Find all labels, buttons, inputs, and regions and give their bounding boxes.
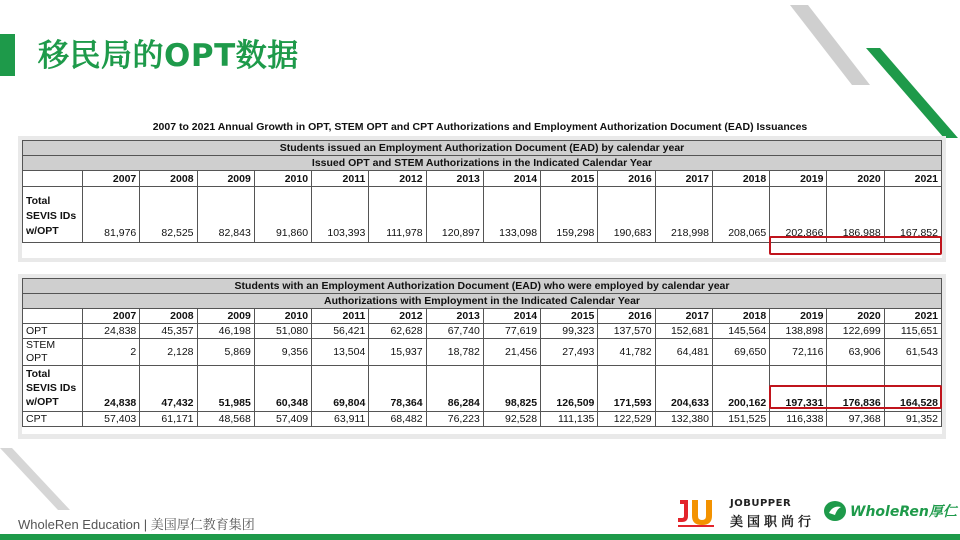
ead-employed-table-block [22, 278, 942, 434]
year-header-cell: 2017 [655, 171, 712, 187]
table-2-cpt-row [23, 412, 942, 427]
decorative-stripes-top-right [780, 0, 960, 140]
value-cell: 62,628 [369, 324, 426, 339]
value-cell: 82,525 [140, 187, 197, 243]
value-cell: 116,338 [770, 412, 827, 427]
year-header-cell: 2014 [483, 171, 540, 187]
table-1-corner-cell [23, 171, 83, 187]
jobupper-logo [730, 498, 815, 530]
page-title: 移民局的OPT数据 [38, 38, 299, 74]
year-header-cell: 2008 [140, 171, 197, 187]
value-cell: 81,976 [83, 187, 140, 243]
year-header-cell: 2020 [827, 171, 884, 187]
value-cell: 45,357 [140, 324, 197, 339]
row-label-line: SEVIS IDs [26, 382, 77, 394]
value-cell: 103,393 [312, 187, 369, 243]
year-header-cell: 2007 [83, 171, 140, 187]
jobupper-logo-cn: 美国职尚行 [730, 514, 816, 529]
value-cell: 64,481 [655, 339, 712, 366]
row-label-line: w/OPT [26, 225, 59, 237]
jobupper-logo-en: JOBUPPER [730, 498, 792, 509]
decorative-stripe-bottom-left [0, 448, 70, 518]
value-cell: 111,978 [369, 187, 426, 243]
value-cell: 51,985 [197, 366, 254, 412]
year-header-cell: 2021 [884, 309, 941, 324]
highlight-box-2019-2021-employed [769, 385, 942, 409]
value-cell: 24,838 [83, 366, 140, 412]
row-label: CPT [23, 412, 83, 427]
row-label-line: w/OPT [26, 396, 59, 408]
value-cell: 164,528 [884, 366, 941, 412]
table-2-stem-opt-row [23, 339, 942, 366]
document-main-title: 2007 to 2021 Annual Growth in OPT, STEM OPT and CPT Authorizations and Employment Authorization Document (EAD) Issuances [152, 121, 808, 133]
row-label-line: Total [26, 368, 51, 380]
value-cell: 200,162 [712, 366, 769, 412]
value-cell: 2,128 [140, 339, 197, 366]
value-cell: 204,633 [655, 366, 712, 412]
value-cell: 61,543 [884, 339, 941, 366]
value-cell: 145,564 [712, 324, 769, 339]
year-header-cell: 2018 [712, 171, 769, 187]
value-cell: 126,509 [541, 366, 598, 412]
value-cell: 61,171 [140, 412, 197, 427]
value-cell: 99,323 [541, 324, 598, 339]
value-cell: 51,080 [254, 324, 311, 339]
value-cell: 91,860 [254, 187, 311, 243]
year-header-cell: 2009 [197, 171, 254, 187]
year-header-cell: 2016 [598, 171, 655, 187]
value-cell: 24,838 [83, 324, 140, 339]
footer-accent-line [0, 534, 960, 540]
value-cell: 151,525 [712, 412, 769, 427]
year-header-cell: 2011 [312, 171, 369, 187]
footer-company-text: WholeRen Education | 美国厚仁教育集团 [18, 517, 255, 532]
value-cell: 120,897 [426, 187, 483, 243]
year-header-cell: 2013 [426, 309, 483, 324]
value-cell: 91,352 [884, 412, 941, 427]
row-label: OPT [23, 324, 83, 339]
value-cell: 133,098 [483, 187, 540, 243]
ead-issued-table [22, 140, 942, 243]
value-cell: 97,368 [827, 412, 884, 427]
value-cell: 186,988 [827, 187, 884, 243]
year-header-cell: 2018 [712, 309, 769, 324]
value-cell: 111,135 [541, 412, 598, 427]
value-cell: 197,331 [770, 366, 827, 412]
year-header-cell: 2007 [83, 309, 140, 324]
value-cell: 132,380 [655, 412, 712, 427]
value-cell: 137,570 [598, 324, 655, 339]
row-label: STEM OPT [23, 339, 83, 366]
year-header-cell: 2013 [426, 171, 483, 187]
table-1-subtitle: Issued OPT and STEM Authorizations in the Indicated Calendar Year [23, 156, 942, 171]
value-cell: 202,866 [770, 187, 827, 243]
value-cell: 27,493 [541, 339, 598, 366]
value-cell: 63,911 [312, 412, 369, 427]
value-cell: 138,898 [770, 324, 827, 339]
wholeren-leaf-icon [823, 500, 847, 522]
wholeren-logo [823, 500, 957, 522]
year-header-cell: 2012 [369, 171, 426, 187]
value-cell: 72,116 [770, 339, 827, 366]
value-cell: 47,432 [140, 366, 197, 412]
year-header-cell: 2010 [254, 309, 311, 324]
title-accent-bar [0, 34, 15, 76]
value-cell: 56,421 [312, 324, 369, 339]
ju-logo-icon [676, 496, 716, 528]
value-cell: 92,528 [483, 412, 540, 427]
value-cell: 15,937 [369, 339, 426, 366]
year-header-cell: 2019 [770, 171, 827, 187]
value-cell: 41,782 [598, 339, 655, 366]
value-cell: 13,504 [312, 339, 369, 366]
value-cell: 60,348 [254, 366, 311, 412]
value-cell: 69,650 [712, 339, 769, 366]
row-label-line: Total [26, 195, 51, 207]
value-cell: 9,356 [254, 339, 311, 366]
value-cell: 115,651 [884, 324, 941, 339]
highlight-box-2019-2021-issued [769, 236, 942, 255]
table-1-year-header-row [23, 171, 942, 187]
value-cell: 57,403 [83, 412, 140, 427]
value-cell: 57,409 [254, 412, 311, 427]
value-cell: 218,998 [655, 187, 712, 243]
year-header-cell: 2014 [483, 309, 540, 324]
value-cell: 78,364 [369, 366, 426, 412]
value-cell: 82,843 [197, 187, 254, 243]
value-cell: 152,681 [655, 324, 712, 339]
table-1-title: Students issued an Employment Authorization Document (EAD) by calendar year [23, 141, 942, 156]
table-2-total-label [23, 366, 83, 412]
value-cell: 18,782 [426, 339, 483, 366]
table-1-row-label [23, 187, 83, 243]
value-cell: 5,869 [197, 339, 254, 366]
year-header-cell: 2015 [541, 309, 598, 324]
value-cell: 208,065 [712, 187, 769, 243]
value-cell: 63,906 [827, 339, 884, 366]
value-cell: 69,804 [312, 366, 369, 412]
value-cell: 122,529 [598, 412, 655, 427]
year-header-cell: 2020 [827, 309, 884, 324]
year-header-cell: 2017 [655, 309, 712, 324]
table-2-opt-row [23, 324, 942, 339]
value-cell: 86,284 [426, 366, 483, 412]
year-header-cell: 2009 [197, 309, 254, 324]
year-header-cell: 2010 [254, 171, 311, 187]
table-1-total-row [23, 187, 942, 243]
value-cell: 122,699 [827, 324, 884, 339]
value-cell: 98,825 [483, 366, 540, 412]
value-cell: 77,619 [483, 324, 540, 339]
value-cell: 2 [83, 339, 140, 366]
value-cell: 21,456 [483, 339, 540, 366]
table-2-title: Students with an Employment Authorization Document (EAD) who were employed by calendar year [23, 279, 942, 294]
year-header-cell: 2015 [541, 171, 598, 187]
year-header-cell: 2012 [369, 309, 426, 324]
value-cell: 159,298 [541, 187, 598, 243]
wholeren-logo-text: WholeRen厚仁 [850, 504, 957, 520]
year-header-cell: 2008 [140, 309, 197, 324]
value-cell: 68,482 [369, 412, 426, 427]
year-header-cell: 2016 [598, 309, 655, 324]
year-header-cell: 2011 [312, 309, 369, 324]
year-header-cell: 2021 [884, 171, 941, 187]
value-cell: 46,198 [197, 324, 254, 339]
value-cell: 167,852 [884, 187, 941, 243]
year-header-cell: 2019 [770, 309, 827, 324]
value-cell: 176,836 [827, 366, 884, 412]
value-cell: 171,593 [598, 366, 655, 412]
value-cell: 190,683 [598, 187, 655, 243]
value-cell: 76,223 [426, 412, 483, 427]
value-cell: 67,740 [426, 324, 483, 339]
value-cell: 48,568 [197, 412, 254, 427]
table-2-year-header-row [23, 309, 942, 324]
row-label-line: SEVIS IDs [26, 210, 77, 222]
table-2-subtitle: Authorizations with Employment in the Indicated Calendar Year [23, 294, 942, 309]
table-2-corner-cell [23, 309, 83, 324]
